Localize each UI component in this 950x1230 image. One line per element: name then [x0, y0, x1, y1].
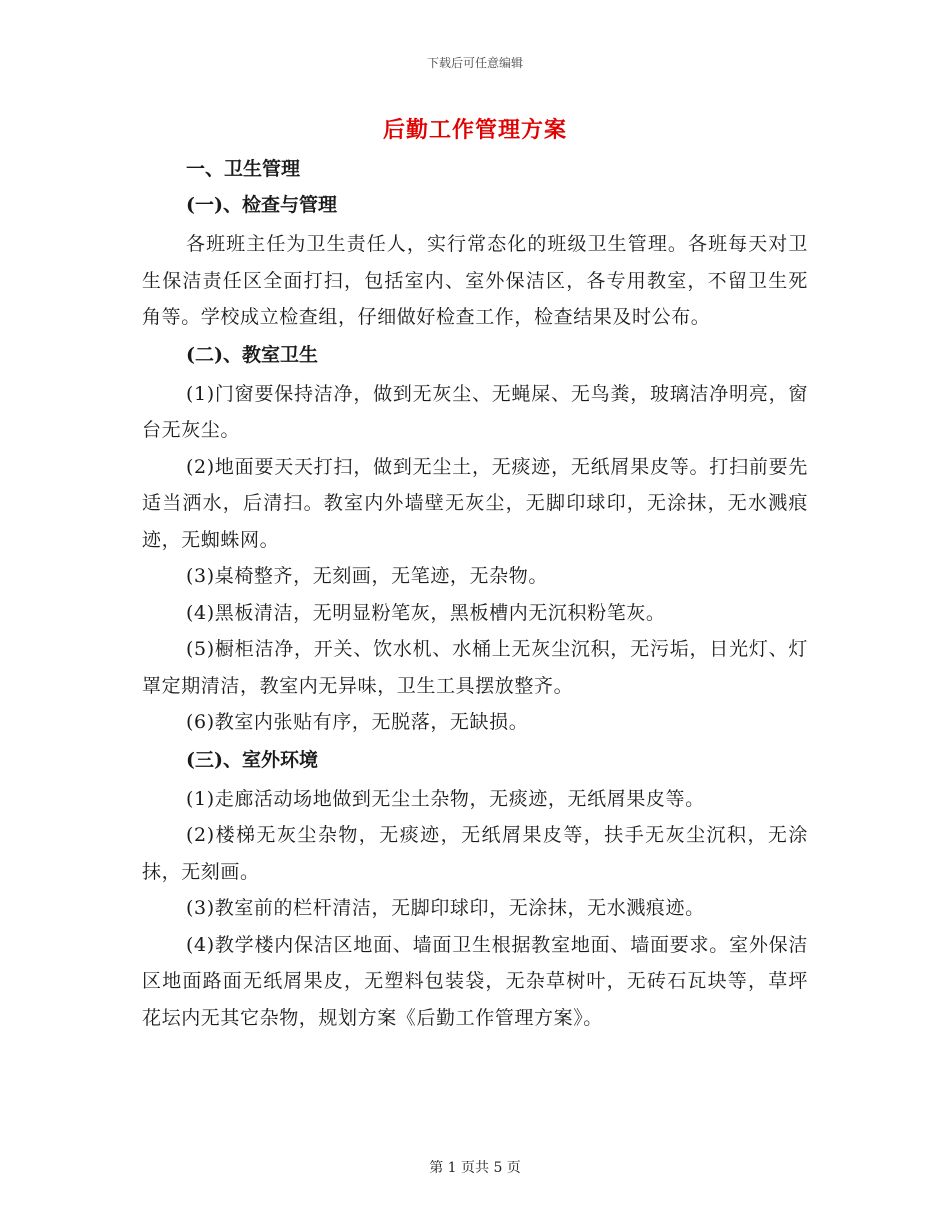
- list-item: (2)地面要天天打扫，做到无尘土，无痰迹，无纸屑果皮等。打扫前要先适当洒水，后清扫。教室内外墙壁无灰尘，无脚印球印，无涂抹，无水溅痕迹，无蜘蛛网。: [142, 455, 808, 551]
- document-title: 后勤工作管理方案: [382, 117, 567, 143]
- section-heading-hygiene: 一、卫生管理: [186, 158, 301, 180]
- subsection-heading-outdoor: (三)、室外环境: [186, 748, 318, 771]
- list-item: (1)门窗要保持洁净，做到无灰尘、无蝇屎、无鸟粪，玻璃洁净明亮，窗台无灰尘。: [142, 382, 808, 441]
- subsection-heading-inspection: (一)、检查与管理: [186, 194, 337, 216]
- subsection-heading-classroom: (二)、教室卫生: [186, 343, 318, 366]
- header-note: 下载后可任意编辑: [426, 56, 523, 70]
- document-body: [142, 152, 808, 1036]
- list-item: (4)教学楼内保洁区地面、墙面卫生根据教室地面、墙面要求。室外保洁区地面路面无纸屑果皮，无塑料包装袋，无杂草树叶，无砖石瓦块等，草坪花坛内无其它杂物，规划方案《后勤工作管理方案》。: [142, 933, 808, 1029]
- list-item: (3)教室前的栏杆清洁，无脚印球印，无涂抹，无水溅痕迹。: [186, 897, 705, 919]
- list-item: (5)橱柜洁净，开关、饮水机、水桶上无灰尘沉积，无污垢，日光灯、灯罩定期清洁，教室内无异味，卫生工具摆放整齐。: [142, 638, 808, 697]
- page-number-footer: 第 1 页共 5 页: [429, 1160, 521, 1176]
- list-item: (6)教室内张贴有序，无脱落，无缺损。: [186, 711, 529, 733]
- paragraph-inspection: 各班班主任为卫生责任人，实行常态化的班级卫生管理。各班每天对卫生保洁责任区全面打扫，包括室内、室外保洁区，各专用教室，不留卫生死角等。学校成立检查组，仔细做好检查工作，检查结果及时公布。: [142, 233, 808, 328]
- list-item: (2)楼梯无灰尘杂物，无痰迹，无纸屑果皮等，扶手无灰尘沉积，无涂抹，无刻画。: [142, 824, 808, 883]
- list-item: (3)桌椅整齐，无刻画，无笔迹，无杂物。: [186, 565, 548, 587]
- list-item: (4)黑板清洁，无明显粉笔灰，黑板槽内无沉积粉笔灰。: [186, 601, 666, 624]
- list-item: (1)走廊活动场地做到无尘土杂物，无痰迹，无纸屑果皮等。: [186, 787, 705, 810]
